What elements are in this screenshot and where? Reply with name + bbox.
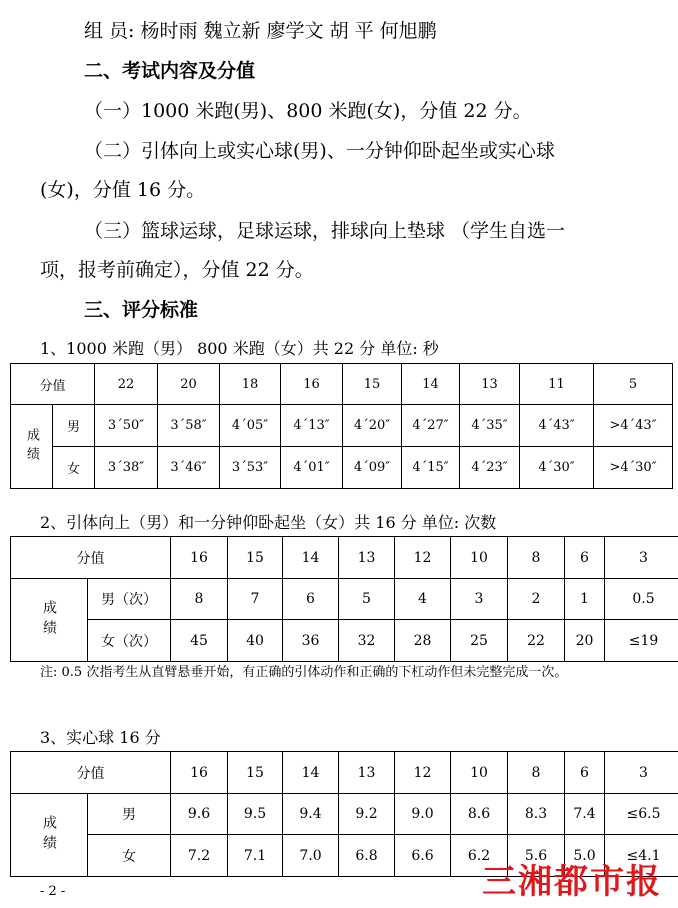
table3-cell: 8.6 bbox=[451, 794, 508, 835]
table2-cell: 1 bbox=[565, 579, 605, 620]
table1-cell: 3´50″ bbox=[95, 405, 158, 447]
table3-cell: 7.2 bbox=[171, 835, 228, 877]
table1-score: 22 bbox=[95, 364, 158, 405]
table1-cell: 3´58″ bbox=[158, 405, 220, 447]
table3-row-label: 女 bbox=[88, 835, 171, 877]
table1-score: 13 bbox=[460, 364, 520, 405]
table2-group-label: 成绩 bbox=[11, 579, 88, 662]
newspaper-watermark: 三湘都市报 bbox=[482, 862, 662, 902]
table2-score: 10 bbox=[451, 537, 508, 579]
table2-cell: 5 bbox=[339, 579, 395, 620]
table3-score: 6 bbox=[565, 752, 605, 794]
table1-score: 15 bbox=[343, 364, 402, 405]
table1-cell: 4´15″ bbox=[402, 447, 460, 489]
item1: （一）1000 米跑(男)、800 米跑(女)，分值 22 分。 bbox=[84, 100, 532, 122]
table2-caption: 2、引体向上（男）和一分钟仰卧起坐（女）共 16 分 单位: 次数 bbox=[40, 513, 497, 532]
table-row bbox=[11, 579, 678, 620]
table1 bbox=[10, 363, 673, 489]
table3-cell: 9.6 bbox=[171, 794, 228, 835]
table3-score: 12 bbox=[395, 752, 451, 794]
table2-cell: 7 bbox=[228, 579, 283, 620]
table2-score: 8 bbox=[508, 537, 565, 579]
table2-cell: 0.5 bbox=[605, 579, 678, 620]
table-row bbox=[11, 405, 673, 447]
table3-score: 3 bbox=[605, 752, 678, 794]
table2 bbox=[10, 536, 678, 662]
table-row bbox=[11, 447, 673, 489]
table3-score: 8 bbox=[508, 752, 565, 794]
table1-cell: 3´46″ bbox=[158, 447, 220, 489]
table1-row-label: 男 bbox=[53, 405, 95, 447]
table2-cell: 6 bbox=[283, 579, 339, 620]
table2-score: 15 bbox=[228, 537, 283, 579]
table1-cell: 4´01″ bbox=[281, 447, 343, 489]
table2-cell: 4 bbox=[395, 579, 451, 620]
table2-cell: 32 bbox=[339, 620, 395, 662]
table3-cell: 8.3 bbox=[508, 794, 565, 835]
table2-row-label: 男（次） bbox=[88, 579, 171, 620]
members-line: 组 员: 杨时雨 魏立新 廖学文 胡 平 何旭鹏 bbox=[84, 20, 437, 42]
item2-line2: (女)，分值 16 分。 bbox=[40, 179, 206, 201]
table2-score: 16 bbox=[171, 537, 228, 579]
table3-cell: ≤4.1 bbox=[605, 835, 678, 877]
table3-cell: 6.2 bbox=[451, 835, 508, 877]
section2-title: 二、考试内容及分值 bbox=[84, 60, 256, 82]
table2-cell: 28 bbox=[395, 620, 451, 662]
section3-title: 三、评分标准 bbox=[84, 299, 199, 321]
table1-cell: 4´43″ bbox=[520, 405, 594, 447]
table1-score: 5 bbox=[594, 364, 673, 405]
table2-cell: 2 bbox=[508, 579, 565, 620]
table1-caption: 1、1000 米跑（男） 800 米跑（女）共 22 分 单位: 秒 bbox=[40, 339, 439, 358]
table2-row-label: 女（次） bbox=[88, 620, 171, 662]
table1-cell: 4´09″ bbox=[343, 447, 402, 489]
table3-cell: 5.6 bbox=[508, 835, 565, 877]
table3-cell: 9.2 bbox=[339, 794, 395, 835]
table1-cell: 3´38″ bbox=[95, 447, 158, 489]
table-row bbox=[11, 794, 678, 835]
table2-cell: 36 bbox=[283, 620, 339, 662]
table1-row-label: 女 bbox=[53, 447, 95, 489]
table3-cell: 6.8 bbox=[339, 835, 395, 877]
item3-line2: 项，报考前确定），分值 22 分。 bbox=[40, 259, 314, 281]
table3-cell: 5.0 bbox=[565, 835, 605, 877]
table1-cell: 4´30″ bbox=[520, 447, 594, 489]
table2-head-label: 分值 bbox=[11, 537, 171, 579]
table1-cell: 4´23″ bbox=[460, 447, 520, 489]
table2-cell: 20 bbox=[565, 620, 605, 662]
table2-cell: ≤19 bbox=[605, 620, 678, 662]
table3-header-row bbox=[11, 752, 678, 794]
table-row bbox=[11, 620, 678, 662]
table3-cell: 9.5 bbox=[228, 794, 283, 835]
table1-cell: 3´53″ bbox=[220, 447, 281, 489]
table1-cell: 4´27″ bbox=[402, 405, 460, 447]
table2-cell: 3 bbox=[451, 579, 508, 620]
table2-note: 注: 0.5 次指考生从直臂悬垂开始，有正确的引体动作和正确的下杠动作但未完整完成一次。 bbox=[40, 665, 568, 680]
table3-row-label: 男 bbox=[88, 794, 171, 835]
table1-cell: 4´35″ bbox=[460, 405, 520, 447]
table3-caption: 3、实心球 16 分 bbox=[40, 728, 161, 747]
table1-score: 18 bbox=[220, 364, 281, 405]
table2-cell: 22 bbox=[508, 620, 565, 662]
table3-score: 16 bbox=[171, 752, 228, 794]
table2-cell: 40 bbox=[228, 620, 283, 662]
table1-cell: 4´13″ bbox=[281, 405, 343, 447]
table1-score: 14 bbox=[402, 364, 460, 405]
table3-cell: 6.6 bbox=[395, 835, 451, 877]
table1-score: 11 bbox=[520, 364, 594, 405]
table3-head-label: 分值 bbox=[11, 752, 171, 794]
table3-score: 10 bbox=[451, 752, 508, 794]
table3-cell: 7.0 bbox=[283, 835, 339, 877]
table1-score: 20 bbox=[158, 364, 220, 405]
table2-score: 12 bbox=[395, 537, 451, 579]
table3-cell: 7.4 bbox=[565, 794, 605, 835]
item2-line1: （二）引体向上或实心球(男)、一分钟仰卧起坐或实心球 bbox=[84, 140, 555, 162]
table1-cell: >4´43″ bbox=[594, 405, 673, 447]
table2-score: 3 bbox=[605, 537, 678, 579]
table1-head-label: 分值 bbox=[11, 364, 95, 405]
table2-cell: 45 bbox=[171, 620, 228, 662]
item3-line1: （三）篮球运球，足球运球，排球向上垫球 （学生自选一 bbox=[84, 220, 566, 242]
table3-score: 15 bbox=[228, 752, 283, 794]
table3-group-label: 成绩 bbox=[11, 794, 88, 877]
table1-cell: 4´05″ bbox=[220, 405, 281, 447]
table1-score: 16 bbox=[281, 364, 343, 405]
table2-cell: 25 bbox=[451, 620, 508, 662]
table3-score: 14 bbox=[283, 752, 339, 794]
table1-header-row bbox=[11, 364, 673, 405]
table2-cell: 8 bbox=[171, 579, 228, 620]
table3-cell: 7.1 bbox=[228, 835, 283, 877]
table2-score: 14 bbox=[283, 537, 339, 579]
table2-score: 13 bbox=[339, 537, 395, 579]
table3-cell: 9.4 bbox=[283, 794, 339, 835]
table3-cell: ≤6.5 bbox=[605, 794, 678, 835]
table1-group-label: 成绩 bbox=[11, 405, 53, 489]
table3-cell: 9.0 bbox=[395, 794, 451, 835]
table1-cell: >4´30″ bbox=[594, 447, 673, 489]
table2-header-row bbox=[11, 537, 678, 579]
table1-cell: 4´20″ bbox=[343, 405, 402, 447]
page-number: - 2 - bbox=[40, 884, 66, 899]
table3-score: 13 bbox=[339, 752, 395, 794]
table2-score: 6 bbox=[565, 537, 605, 579]
